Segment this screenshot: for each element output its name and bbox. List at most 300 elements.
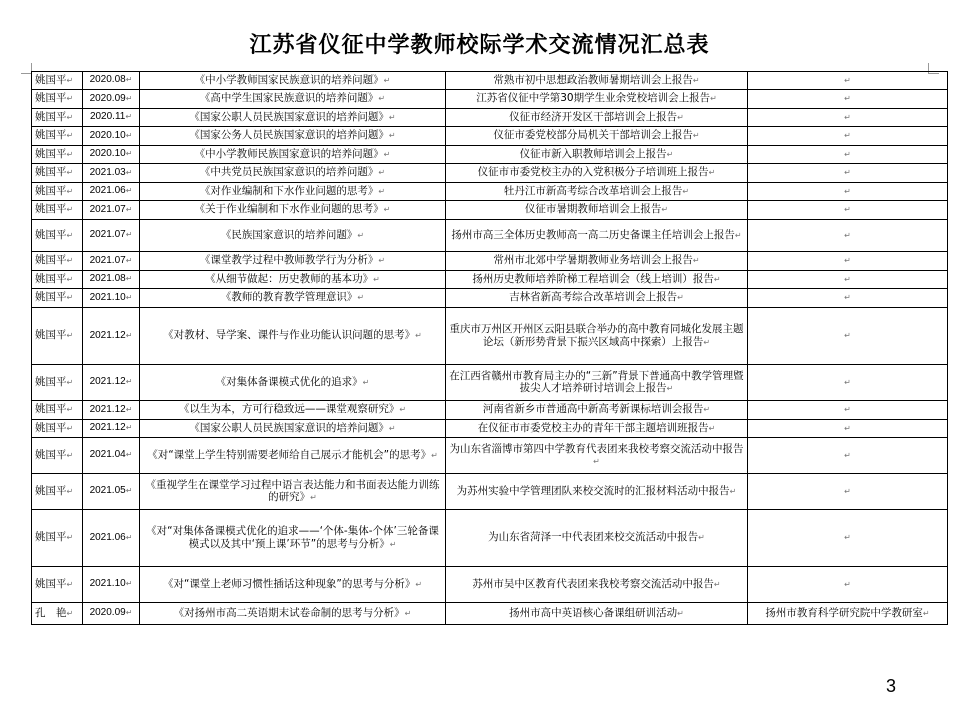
cell-date: [83, 474, 140, 510]
cell-date: [83, 127, 140, 146]
paragraph-mark-icon: ↵: [66, 293, 74, 303]
cell-venue: [446, 420, 748, 438]
cell-topic-text: 《民族国家意识的培养问题》: [220, 228, 358, 241]
cell-date-text: 2021.08: [89, 273, 126, 285]
cell-name-text: 姚国平: [35, 73, 67, 86]
table-row: [32, 252, 948, 271]
cell-date-text: 2020.11: [89, 111, 126, 123]
paragraph-mark-icon: ↵: [125, 330, 133, 340]
paragraph-mark-icon: ↵: [125, 167, 133, 177]
paragraph-mark-icon: ↵: [125, 532, 133, 542]
cell-venue-text: 为山东省菏泽一中代表团来校交流活动中报告: [488, 531, 699, 544]
paragraph-mark-icon: ↵: [125, 377, 133, 387]
paragraph-mark-icon: ↵: [666, 149, 674, 159]
paragraph-mark-icon: ↵: [66, 131, 74, 141]
cell-topic: [140, 72, 446, 90]
cell-name-text: 姚国平: [35, 403, 67, 416]
cell-venue-text: 为山东省淄博市第四中学教育代表团来我校考察交流活动中报告: [449, 442, 744, 455]
paragraph-mark-icon: ↵: [66, 331, 74, 341]
cell-name-text: 姚国平: [35, 272, 67, 285]
paragraph-mark-icon: ↵: [844, 230, 851, 240]
cell-date: [83, 220, 140, 252]
paragraph-mark-icon: ↵: [703, 405, 711, 415]
paragraph-mark-icon: ↵: [844, 533, 851, 543]
cell-date-text: 2021.12: [89, 403, 126, 415]
cell-date: [83, 146, 140, 164]
paragraph-mark-icon: ↵: [844, 186, 851, 196]
cell-note: [748, 127, 948, 146]
cell-topic: [140, 90, 446, 109]
cell-venue-text: 在江西省赣州市教育局主办的“三新”背景下普通高中教学管理暨拔尖人才培养研讨培训会上报告: [449, 369, 744, 394]
paragraph-mark-icon: ↵: [66, 533, 74, 543]
cell-name: [32, 127, 83, 146]
cell-name-text: 姚国平: [35, 448, 67, 461]
paragraph-mark-icon: ↵: [844, 405, 851, 415]
cell-venue-text: 扬州市高三全体历史教师高一高二历史备课主任培训会上报告: [451, 228, 735, 241]
paragraph-mark-icon: ↵: [310, 493, 317, 502]
cell-note: [748, 72, 948, 90]
paragraph-mark-icon: ↵: [125, 579, 133, 589]
cell-topic: [140, 401, 446, 420]
paragraph-mark-icon: ↵: [844, 168, 851, 178]
paragraph-mark-icon: ↵: [378, 186, 386, 196]
cell-venue-text: 仪征市市委党校主办的入党积极分子培训班上报告: [477, 166, 709, 179]
paragraph-mark-icon: ↵: [373, 274, 380, 284]
cell-name-text: 姚国平: [35, 129, 67, 142]
paragraph-mark-icon: ↵: [383, 75, 391, 85]
paragraph-mark-icon: ↵: [844, 486, 851, 496]
paragraph-mark-icon: ↵: [66, 75, 74, 85]
table-row: [32, 401, 948, 420]
cell-name-text: 姚国平: [35, 329, 67, 342]
cell-venue: [446, 127, 748, 146]
cell-venue: [446, 401, 748, 420]
cell-name: [32, 271, 83, 289]
cell-topic-text: 《国家公职人员民族国家意识的培养问题》: [189, 421, 389, 434]
cell-name: [32, 220, 83, 252]
cell-topic-text: 《对“对集体备课模式优化的追求——‘个体-集体-个体’三轮备课模式以及其中‘预上课’环节”的思考与分析》: [146, 525, 439, 550]
paragraph-mark-icon: ↵: [388, 112, 396, 122]
table-row: [32, 420, 948, 438]
table-row: [32, 271, 948, 289]
cell-venue: [446, 72, 748, 90]
paragraph-mark-icon: ↵: [677, 608, 684, 618]
cell-topic-text: 《中小学教师民族国家意识的培养问题》: [194, 147, 384, 160]
cell-topic: [140, 474, 446, 510]
cell-topic: [140, 271, 446, 289]
table-row: [32, 510, 948, 567]
paragraph-mark-icon: ↵: [713, 579, 721, 589]
cell-venue: [446, 146, 748, 164]
paragraph-mark-icon: ↵: [677, 293, 684, 303]
paragraph-mark-icon: ↵: [666, 384, 674, 393]
paragraph-mark-icon: ↵: [66, 94, 74, 104]
table-row: [32, 90, 948, 109]
paragraph-mark-icon: ↵: [383, 149, 391, 159]
cell-venue-text: 为苏州实验中学管理团队来校交流时的汇报材料活动中报告: [456, 484, 730, 497]
cell-venue-text: 仪征市暑期教师培训会上报告: [524, 203, 662, 216]
cell-topic: [140, 109, 446, 127]
paragraph-mark-icon: ↵: [125, 230, 133, 240]
paragraph-mark-icon: ↵: [703, 337, 711, 347]
cell-venue: [446, 438, 748, 474]
paragraph-mark-icon: ↵: [66, 405, 74, 415]
paragraph-mark-icon: ↵: [388, 131, 396, 141]
paragraph-mark-icon: ↵: [66, 579, 74, 589]
cell-date-text: 2021.12: [89, 329, 126, 341]
cell-topic: [140, 365, 446, 401]
cell-note: [748, 510, 948, 567]
cell-date: [83, 567, 140, 603]
cell-note: [748, 90, 948, 109]
cell-date: [83, 438, 140, 474]
cell-topic-text: 《对扬州市高二英语期末试卷命制的思考与分析》: [173, 606, 405, 619]
cell-date: [83, 510, 140, 567]
paragraph-mark-icon: ↵: [844, 131, 851, 141]
paragraph-mark-icon: ↵: [357, 230, 365, 240]
cell-venue-text: 江苏省仪征中学第30期学生业余党校培训会上报告: [476, 92, 711, 105]
cell-name: [32, 474, 83, 510]
cell-name: [32, 164, 83, 183]
paragraph-mark-icon: ↵: [66, 608, 74, 618]
table-row: [32, 127, 948, 146]
paragraph-mark-icon: ↵: [66, 256, 74, 266]
paragraph-mark-icon: ↵: [844, 149, 851, 159]
paragraph-mark-icon: ↵: [844, 579, 851, 589]
paragraph-mark-icon: ↵: [357, 293, 365, 303]
cell-note: [748, 252, 948, 271]
paragraph-mark-icon: ↵: [378, 94, 386, 104]
cell-venue-text: 重庆市万州区开州区云阳县联合举办的高中教育同城化发展主题论坛（新形势背景下振兴区域高中探索）上报告: [449, 323, 744, 348]
cell-venue: [446, 308, 748, 365]
paragraph-mark-icon: ↵: [66, 486, 74, 496]
paragraph-mark-icon: ↵: [844, 256, 851, 266]
cell-venue: [446, 271, 748, 289]
table-row: [32, 567, 948, 603]
cell-name-text: 姚国平: [35, 531, 67, 544]
paragraph-mark-icon: ↵: [66, 112, 74, 122]
table-row: [32, 289, 948, 308]
cell-note: [748, 567, 948, 603]
cell-venue: [446, 252, 748, 271]
paragraph-mark-icon: ↵: [125, 608, 133, 618]
paragraph-mark-icon: ↵: [415, 331, 422, 341]
cell-topic-text: 《国家公职人员民族国家意识的培养问题》: [189, 110, 389, 123]
cell-topic-text: 《中共党员民族国家意识的培养问题》: [199, 166, 379, 179]
paragraph-mark-icon: ↵: [125, 112, 133, 122]
paragraph-mark-icon: ↵: [844, 450, 851, 460]
cell-date-text: 2021.07: [89, 203, 126, 215]
paragraph-mark-icon: ↵: [692, 75, 700, 85]
cell-topic-text: 《重视学生在课堂学习过程中语言表达能力和书面表达能力训练的研究》: [145, 478, 440, 503]
cell-note: [748, 146, 948, 164]
table-row: [32, 109, 948, 127]
cell-date-text: 2020.10: [89, 148, 126, 160]
paragraph-mark-icon: ↵: [844, 112, 851, 122]
cell-venue-text: 在仪征市市委党校主办的青年干部主题培训班报告: [477, 421, 709, 434]
cell-name: [32, 420, 83, 438]
cell-note: [748, 474, 948, 510]
table-row: [32, 220, 948, 252]
cell-date-text: 2021.10: [89, 291, 126, 303]
cell-venue-text: 河南省新乡市普通高中新高考新课标培训会报告: [482, 403, 704, 416]
cell-topic: [140, 220, 446, 252]
paragraph-mark-icon: ↵: [378, 168, 386, 178]
cell-date: [83, 109, 140, 127]
cell-topic: [140, 289, 446, 308]
cell-date-text: 2021.03: [89, 166, 126, 178]
cell-topic: [140, 146, 446, 164]
cell-venue-text: 苏州市吴中区教育代表团来我校考察交流活动中报告: [472, 577, 714, 590]
paragraph-mark-icon: ↵: [708, 168, 716, 178]
cell-note: [748, 183, 948, 201]
cell-topic-text: 《对“课堂上老师习惯性插话这种现象”的思考与分析》: [162, 577, 416, 590]
cell-date-text: 2021.06: [89, 185, 126, 197]
cell-topic: [140, 438, 446, 474]
cell-name: [32, 603, 83, 625]
cell-topic: [140, 164, 446, 183]
paragraph-mark-icon: ↵: [844, 94, 851, 104]
cell-name-text: 姚国平: [35, 375, 67, 388]
cell-venue: [446, 90, 748, 109]
cell-note: [748, 365, 948, 401]
paragraph-mark-icon: ↵: [125, 450, 133, 460]
cell-note: [748, 401, 948, 420]
paragraph-mark-icon: ↵: [692, 256, 700, 266]
paragraph-mark-icon: ↵: [729, 486, 737, 496]
cell-name-text: 姚国平: [35, 254, 67, 267]
paragraph-mark-icon: ↵: [125, 204, 133, 214]
cell-name-text: 姚国平: [35, 92, 67, 105]
paragraph-mark-icon: ↵: [708, 423, 716, 433]
cell-note: [748, 220, 948, 252]
cell-date-text: 2021.05: [89, 485, 126, 497]
cell-topic: [140, 420, 446, 438]
cell-date: [83, 183, 140, 201]
cell-topic-text: 《中小学教师国家民族意识的培养问题》: [194, 73, 384, 86]
cell-venue-text: 扬州市高中英语核心备课组研训活动: [509, 606, 678, 619]
cell-note: [748, 164, 948, 183]
cell-date: [83, 164, 140, 183]
cell-name-text: 姚国平: [35, 166, 67, 179]
paragraph-mark-icon: ↵: [404, 608, 412, 618]
cell-venue: [446, 201, 748, 220]
paragraph-mark-icon: ↵: [66, 274, 74, 284]
cell-name-text: 姚国平: [35, 110, 67, 123]
cell-name-text: 姚国平: [35, 147, 67, 160]
cell-topic: [140, 201, 446, 220]
cell-note: [748, 420, 948, 438]
paragraph-mark-icon: ↵: [415, 579, 423, 589]
paragraph-mark-icon: ↵: [125, 149, 133, 159]
cell-date-text: 2020.08: [89, 74, 126, 86]
cell-note: [748, 289, 948, 308]
cell-venue-text: 仪征市委党校部分局机关干部培训会上报告: [493, 129, 693, 142]
paragraph-mark-icon: ↵: [378, 256, 386, 266]
cell-name: [32, 401, 83, 420]
paragraph-mark-icon: ↵: [844, 274, 851, 284]
cell-name-text: 姚国平: [35, 203, 67, 216]
cell-venue: [446, 220, 748, 252]
table-body: [32, 72, 948, 625]
cell-date: [83, 420, 140, 438]
paragraph-mark-icon: ↵: [844, 423, 851, 433]
cell-date-text: 2021.10: [89, 578, 126, 590]
cell-name-text: 姚国平: [35, 291, 67, 304]
cell-topic: [140, 308, 446, 365]
cell-venue: [446, 183, 748, 201]
cell-date-text: 2020.10: [89, 129, 126, 141]
cell-date-text: 2021.12: [89, 376, 126, 388]
table-row: [32, 603, 948, 625]
cell-topic: [140, 183, 446, 201]
cell-venue-text: 扬州历史教师培养阶梯工程培训会（线上培训）报告: [472, 272, 714, 285]
cell-topic: [140, 603, 446, 625]
cell-name: [32, 289, 83, 308]
cell-topic-text: 《课堂教学过程中教师教学行为分析》: [199, 254, 379, 267]
table-row: [32, 164, 948, 183]
cell-venue-text: 常州市北郊中学暑期教师业务培训会上报告: [493, 254, 693, 267]
cell-name: [32, 252, 83, 271]
cell-date-text: 2021.07: [89, 229, 126, 241]
cell-venue-text: 常熟市初中思想政治教师暑期培训会上报告: [493, 73, 693, 86]
paragraph-mark-icon: ↵: [125, 486, 133, 496]
cell-date: [83, 72, 140, 90]
cell-date: [83, 365, 140, 401]
paragraph-mark-icon: ↵: [389, 539, 397, 549]
table-row: [32, 201, 948, 220]
cell-venue: [446, 510, 748, 567]
cell-name-text: 姚国平: [35, 228, 67, 241]
cell-venue: [446, 289, 748, 308]
cell-name: [32, 438, 83, 474]
cell-date: [83, 252, 140, 271]
table-row: [32, 146, 948, 164]
cell-note-text: 扬州市教育科学研究院中学教研室: [765, 606, 923, 619]
paragraph-mark-icon: ↵: [844, 205, 851, 215]
paragraph-mark-icon: ↵: [661, 205, 669, 215]
paragraph-mark-icon: ↵: [125, 404, 133, 414]
paragraph-mark-icon: ↵: [66, 205, 74, 215]
cell-topic-text: 《对作业编制和下水作业问题的思考》: [199, 184, 379, 197]
cell-topic-text: 《高中学生国家民族意识的培养问题》: [199, 92, 379, 105]
cell-name-text: 姚国平: [35, 421, 67, 434]
cell-topic: [140, 510, 446, 567]
paragraph-mark-icon: ↵: [844, 331, 851, 341]
cell-topic: [140, 127, 446, 146]
paragraph-mark-icon: ↵: [66, 450, 74, 460]
cell-name: [32, 201, 83, 220]
table-row: [32, 438, 948, 474]
cell-date: [83, 201, 140, 220]
cell-date-text: 2020.09: [89, 92, 126, 104]
cell-venue-text: 牡丹江市新高考综合改革培训会上报告: [503, 184, 683, 197]
paragraph-mark-icon: ↵: [844, 293, 851, 303]
paragraph-mark-icon: ↵: [66, 149, 74, 159]
cell-date-text: 2021.06: [89, 531, 126, 543]
page-title: 江苏省仪征中学教师校际学术交流情况汇总表: [249, 33, 710, 58]
cell-date: [83, 401, 140, 420]
cell-name: [32, 90, 83, 109]
paragraph-mark-icon: ↵: [844, 75, 851, 85]
cell-date-text: 2021.04: [89, 449, 126, 461]
cell-name-text: 姚国平: [35, 484, 67, 497]
cell-date: [83, 603, 140, 625]
paragraph-mark-icon: ↵: [125, 93, 133, 103]
cell-date: [83, 90, 140, 109]
cell-venue-text: 仪征市新入职教师培训会上报告: [519, 147, 667, 160]
cell-venue: [446, 164, 748, 183]
cell-date-text: 2021.07: [89, 254, 126, 266]
cell-venue: [446, 109, 748, 127]
cell-topic: [140, 567, 446, 603]
cell-name: [32, 510, 83, 567]
cell-date-text: 2020.09: [89, 607, 126, 619]
cell-note: [748, 271, 948, 289]
cell-name: [32, 308, 83, 365]
paragraph-mark-icon: ↵: [66, 168, 74, 178]
cell-name-text: 姚国平: [35, 184, 67, 197]
paragraph-mark-icon: ↵: [66, 186, 74, 196]
cell-date-text: 2021.12: [89, 422, 126, 434]
table-row: [32, 183, 948, 201]
paragraph-mark-icon: ↵: [125, 75, 133, 85]
cell-venue: [446, 365, 748, 401]
paragraph-mark-icon: ↵: [125, 423, 133, 433]
cell-note: [748, 438, 948, 474]
paragraph-mark-icon: ↵: [682, 186, 690, 196]
paragraph-mark-icon: ↵: [125, 186, 133, 196]
paragraph-mark-icon: ↵: [66, 423, 74, 433]
cell-venue: [446, 567, 748, 603]
cell-date: [83, 271, 140, 289]
paragraph-mark-icon: ↵: [677, 112, 684, 122]
cell-name: [32, 146, 83, 164]
cell-name-text: 孔 艳: [35, 606, 67, 619]
table-row: [32, 72, 948, 90]
cell-name: [32, 109, 83, 127]
table-row: [32, 365, 948, 401]
cell-name: [32, 183, 83, 201]
paragraph-mark-icon: ↵: [125, 255, 133, 265]
cell-note: [748, 603, 948, 625]
cell-topic-text: 《国家公务人员民族国家意识的培养问题》: [189, 129, 389, 142]
paragraph-mark-icon: ↵: [66, 377, 74, 387]
table-row: [32, 308, 948, 365]
cell-note: [748, 201, 948, 220]
cell-name-text: 姚国平: [35, 577, 67, 590]
paragraph-mark-icon: ↵: [125, 292, 133, 302]
paragraph-mark-icon: ↵: [362, 377, 370, 387]
cell-topic: [140, 252, 446, 271]
table-row: [32, 474, 948, 510]
cell-date: [83, 289, 140, 308]
paragraph-mark-icon: ↵: [431, 450, 438, 460]
cell-note: [748, 308, 948, 365]
cell-date: [83, 308, 140, 365]
cell-topic-text: 《关于作业编制和下水作业问题的思考》: [194, 203, 384, 216]
paragraph-mark-icon: ↵: [922, 608, 930, 618]
cell-venue: [446, 603, 748, 625]
paragraph-mark-icon: ↵: [388, 423, 396, 433]
paragraph-mark-icon: ↵: [713, 274, 721, 284]
paragraph-mark-icon: ↵: [399, 405, 407, 415]
paragraph-mark-icon: ↵: [125, 130, 133, 140]
paragraph-mark-icon: ↵: [734, 230, 742, 240]
paragraph-mark-icon: ↵: [710, 94, 717, 104]
paragraph-mark-icon: ↵: [593, 457, 600, 466]
cell-venue-text: 吉林省新高考综合改革培训会上报告: [509, 291, 678, 304]
